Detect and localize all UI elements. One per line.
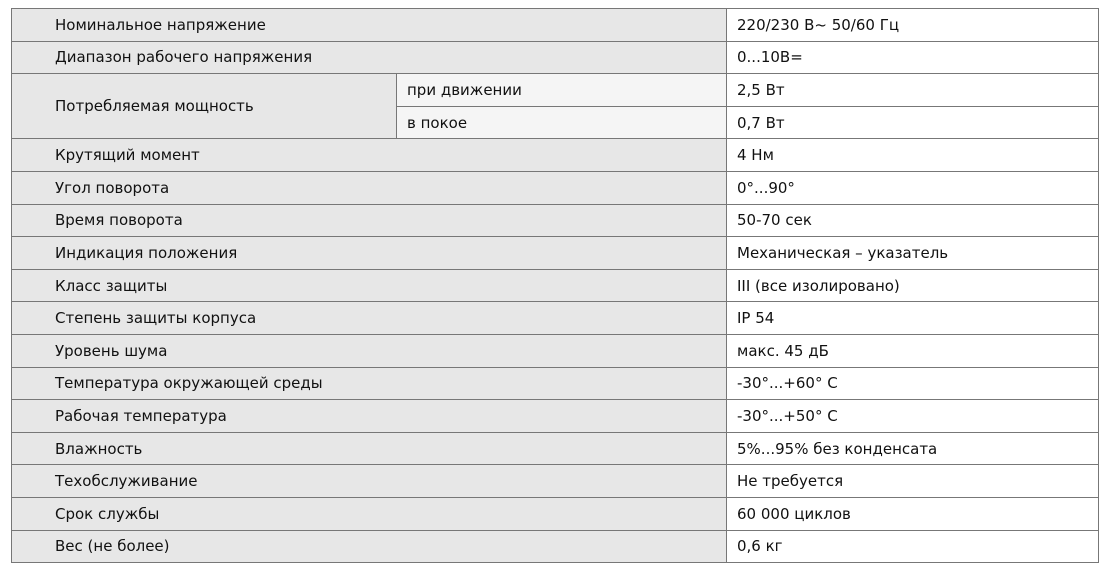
table-row bbox=[12, 497, 1099, 530]
table-row bbox=[12, 334, 1099, 367]
table-row bbox=[12, 432, 1099, 465]
spec-value: IP 54 bbox=[727, 302, 1099, 335]
spec-value: -30°...+60° С bbox=[727, 367, 1099, 400]
spec-value: III (все изолировано) bbox=[727, 269, 1099, 302]
spec-value: -30°...+50° С bbox=[727, 400, 1099, 433]
table-row bbox=[12, 171, 1099, 204]
table-row bbox=[12, 400, 1099, 433]
table-row bbox=[12, 269, 1099, 302]
table-row bbox=[12, 302, 1099, 335]
table-row bbox=[12, 237, 1099, 270]
spec-name: Температура окружающей среды bbox=[12, 367, 727, 400]
spec-name: Угол поворота bbox=[12, 171, 727, 204]
specifications-table bbox=[11, 8, 1099, 563]
spec-name: Класс защиты bbox=[12, 269, 727, 302]
spec-value: 220/230 В~ 50/60 Гц bbox=[727, 9, 1099, 42]
table-row bbox=[12, 74, 1099, 107]
spec-name: Диапазон рабочего напряжения bbox=[12, 41, 727, 74]
spec-value: 0,6 кг bbox=[727, 530, 1099, 563]
spec-name: Срок службы bbox=[12, 497, 727, 530]
table-row bbox=[12, 367, 1099, 400]
spec-value: 5%...95% без конденсата bbox=[727, 432, 1099, 465]
spec-name: Крутящий момент bbox=[12, 139, 727, 172]
table-row bbox=[12, 9, 1099, 42]
spec-value: 4 Нм bbox=[727, 139, 1099, 172]
spec-value: Не требуется bbox=[727, 465, 1099, 498]
spec-value: 0,7 Вт bbox=[727, 106, 1099, 139]
spec-name: Степень защиты корпуса bbox=[12, 302, 727, 335]
spec-value: 2,5 Вт bbox=[727, 74, 1099, 107]
spec-name: Вес (не более) bbox=[12, 530, 727, 563]
spec-name: Уровень шума bbox=[12, 334, 727, 367]
spec-sub-label: в покое bbox=[397, 106, 727, 139]
spec-value: 0°...90° bbox=[727, 171, 1099, 204]
spec-name: Техобслуживание bbox=[12, 465, 727, 498]
spec-name: Индикация положения bbox=[12, 237, 727, 270]
table-row bbox=[12, 204, 1099, 237]
spec-value: 0...10В= bbox=[727, 41, 1099, 74]
table-row bbox=[12, 41, 1099, 74]
spec-name: Номинальное напряжение bbox=[12, 9, 727, 42]
spec-name: Влажность bbox=[12, 432, 727, 465]
spec-name: Рабочая температура bbox=[12, 400, 727, 433]
spec-value: макс. 45 дБ bbox=[727, 334, 1099, 367]
spec-name: Время поворота bbox=[12, 204, 727, 237]
spec-value: Механическая – указатель bbox=[727, 237, 1099, 270]
table-row bbox=[12, 465, 1099, 498]
table-row bbox=[12, 139, 1099, 172]
spec-value: 60 000 циклов bbox=[727, 497, 1099, 530]
spec-name: Потребляемая мощность bbox=[12, 74, 397, 139]
spec-value: 50-70 сек bbox=[727, 204, 1099, 237]
table-row bbox=[12, 530, 1099, 563]
spec-sub-label: при движении bbox=[397, 74, 727, 107]
